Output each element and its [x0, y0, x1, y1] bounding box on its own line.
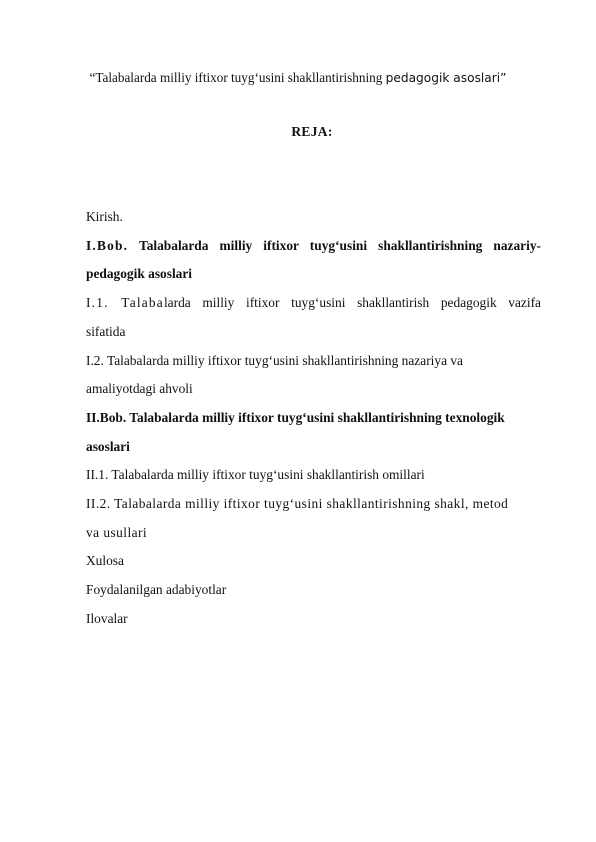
toc-section-1-1-line-2: sifatida — [86, 323, 126, 339]
toc-chapter-2-line-1: II.Bob. Talabalarda milliy iftixor tuyg‘usini shakllantirishning texnologik — [86, 409, 505, 425]
table-of-contents — [86, 203, 541, 634]
title-part-2: pedagogik asoslari” — [385, 71, 507, 85]
plan-heading: REJA: — [291, 124, 333, 139]
toc-section-1-2-line-2: amaliyotdagi ahvoli — [86, 381, 193, 397]
toc-appendices: Ilovalar — [86, 610, 128, 626]
title-part-1: “Talabalarda milliy iftixor tuyg‘usini shakllantirishning — [89, 70, 386, 85]
toc-chapter-1-line-1 — [86, 232, 541, 261]
toc-chapter-2-line-2: asoslari — [86, 438, 130, 454]
toc-section-1-2-line-1: I.2. Talabalarda milliy iftixor tuyg‘usini shakllantirishning nazariya va — [86, 352, 464, 368]
toc-section-2-1: II.1. Talabalarda milliy iftixor tuyg‘usini shakllantirish omillari — [86, 467, 425, 483]
toc-section-1-1-line-1 — [86, 289, 541, 318]
toc-section-2-2-line-1: II.2. Talabalarda milliy iftixor tuyg‘usini shakllantirishning shakl, metod — [86, 496, 509, 512]
toc-section-1-1-prefix: I.1. Talaba — [86, 295, 164, 311]
toc-chapter-1-prefix: I.Bob. — [86, 237, 129, 253]
toc-references: Foydalanilgan adabiyotlar — [86, 582, 227, 598]
toc-chapter-1-line-2: pedagogik asoslari — [86, 266, 193, 282]
toc-chapter-1-title: Talabalarda milliy iftixor tuyg‘usini shakllantirishning nazariy- — [128, 237, 541, 253]
document-title — [0, 70, 596, 86]
toc-intro: Kirish. — [86, 209, 123, 224]
toc-conclusion: Xulosa — [86, 553, 124, 569]
toc-section-2-2-line-2: va usullari — [86, 524, 148, 540]
toc-section-1-1-title: larda milliy iftixor tuyg‘usini shakllantirish pedagogik vazifa — [163, 295, 541, 311]
